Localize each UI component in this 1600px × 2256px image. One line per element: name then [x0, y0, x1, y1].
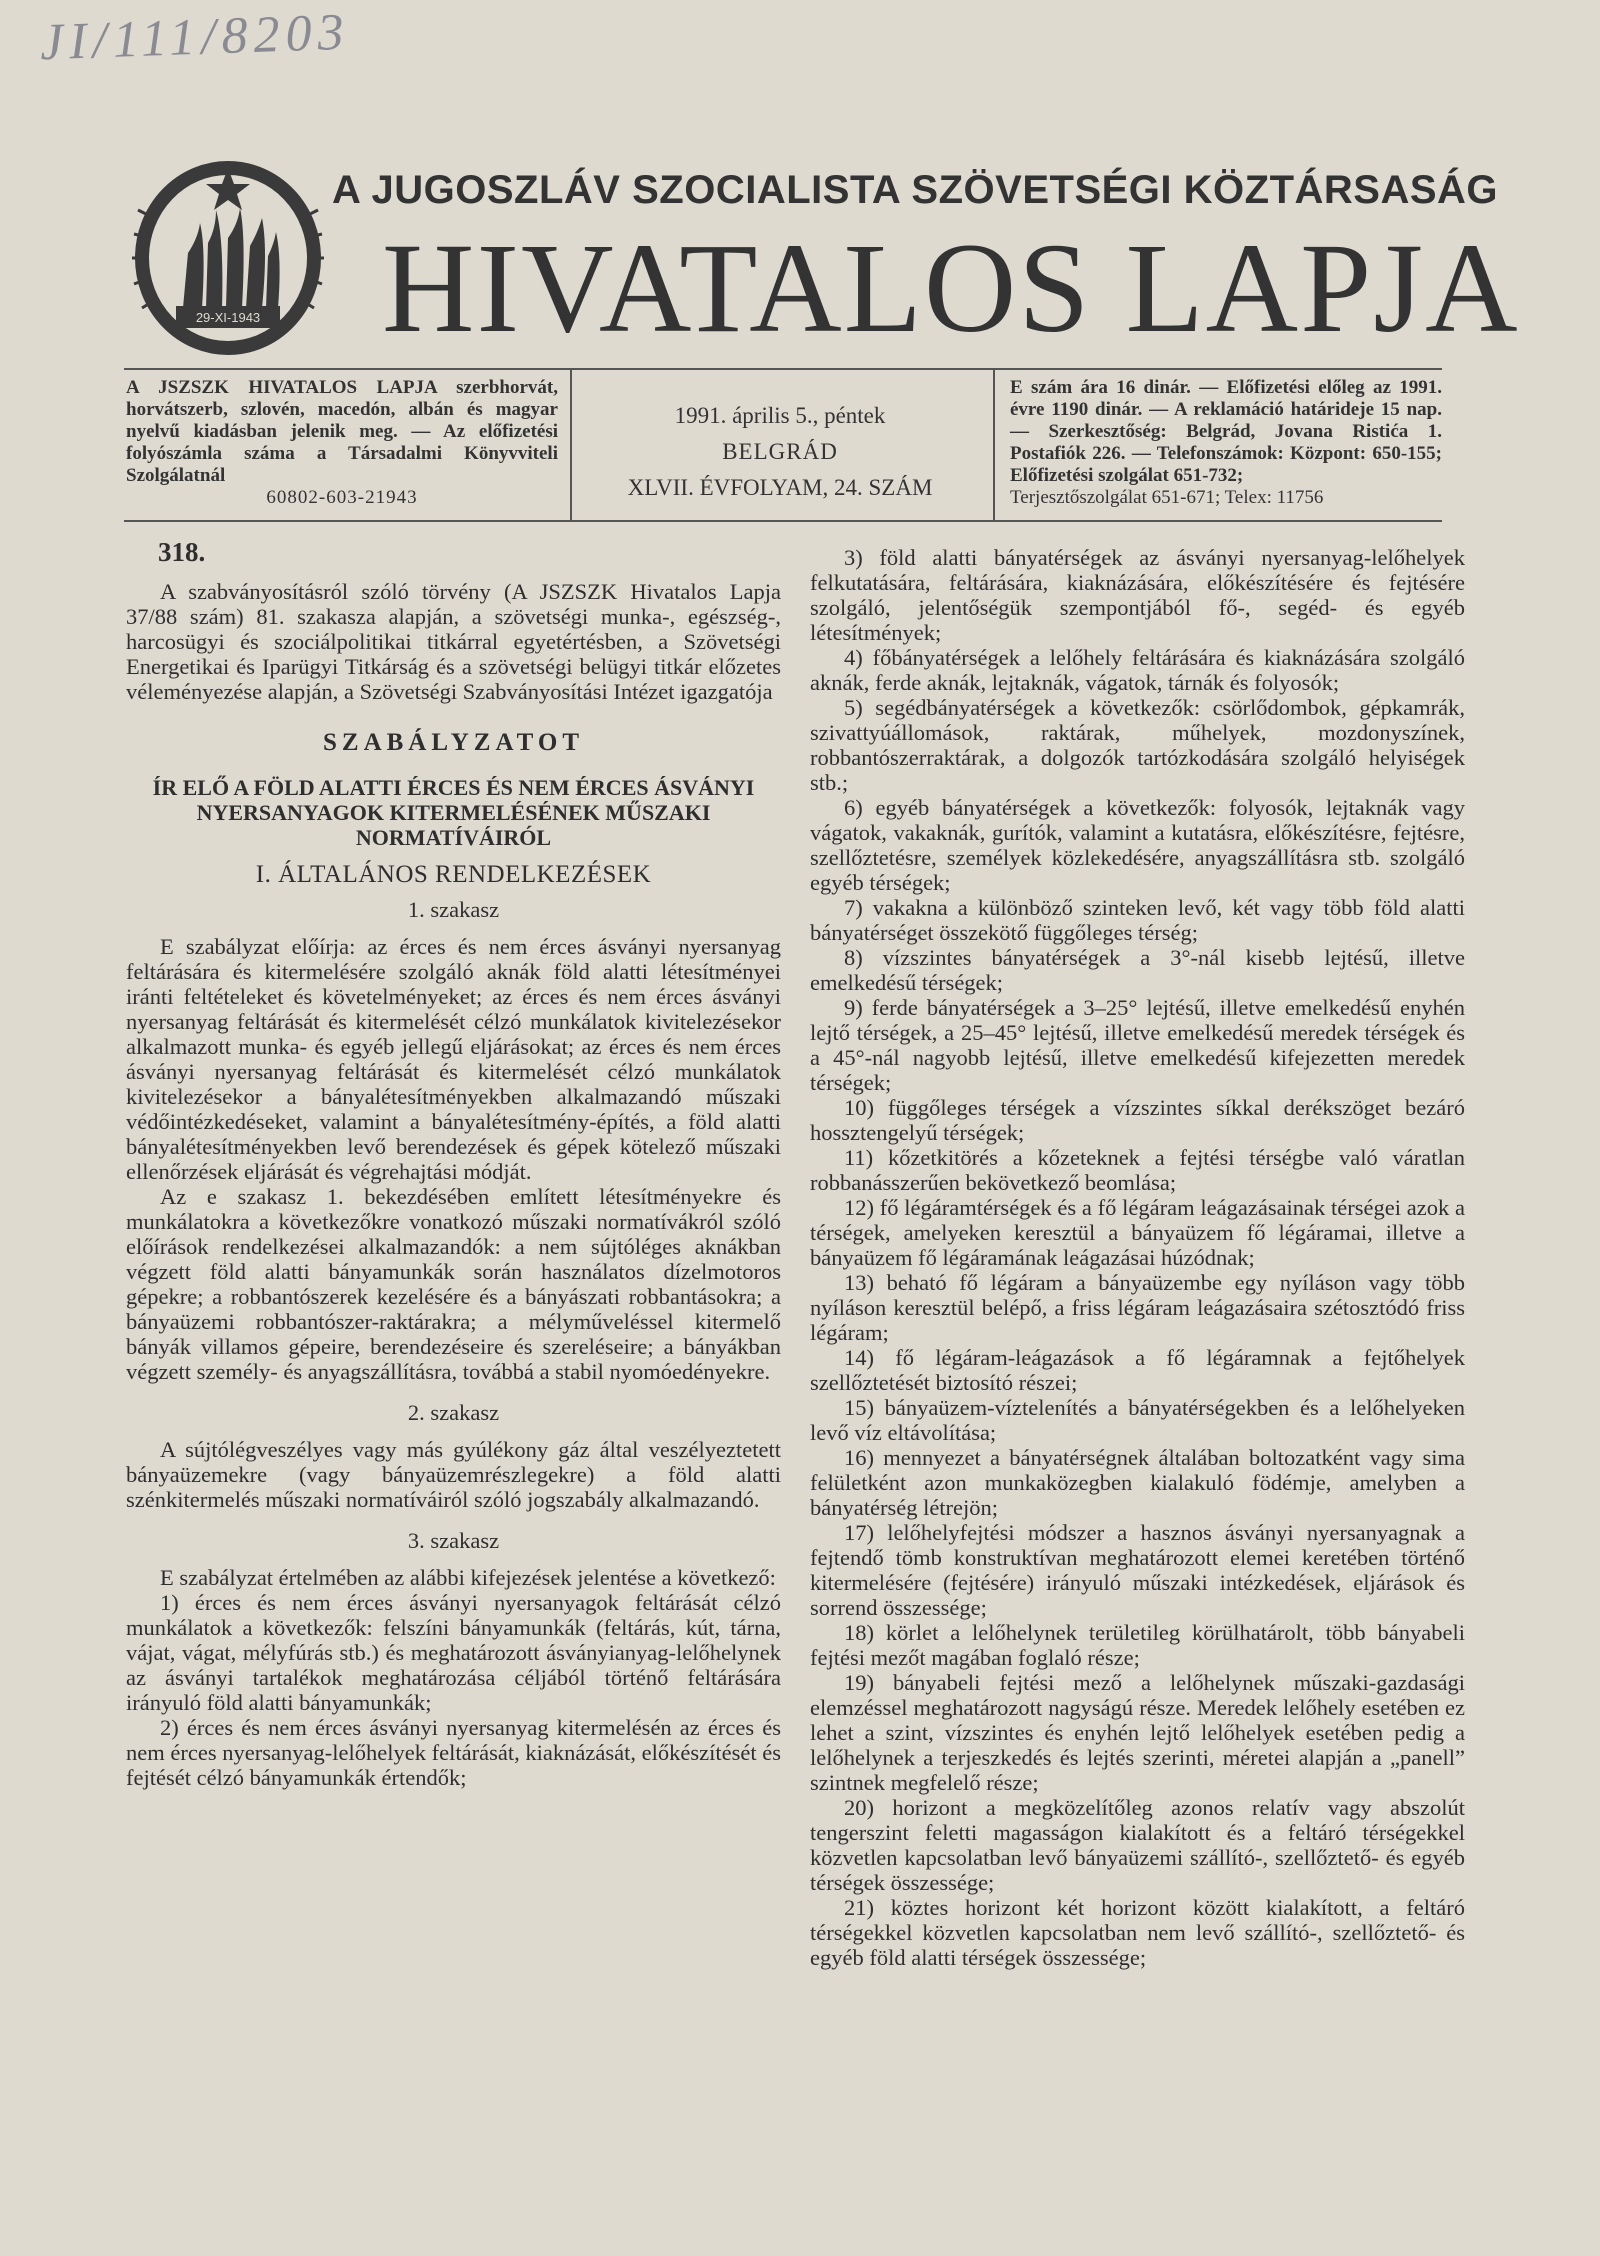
section-1-heading: 1. szakasz: [407, 897, 500, 922]
definition-item: 9) ferde bányatérségek a 3–25° lejtésű, illetve emelkedésű enyhén lejtő térségek, a 25–45° lejtésű, illetve emelkedésű meredek térségek és a 45°-nál nagyobb lejtésű, illetve emelkedésű kifejezetten meredek térségek;: [810, 995, 1465, 1095]
intro-paragraph: A szabványosításról szóló törvény (A JSZSZK Hivatalos Lapja 37/88 szám) 81. szakasza alapján, a szövetségi munka-, egészség-, harcosügyi és szociálpolitikai titkárral egyetértésben, a Szövetségi Energetikai és Iparügyi Titkárság és a szövetségi belügyi titkár előzetes véleményezése alapján, a Szövetségi Szabványosítási Intézet igazgatója: [126, 579, 781, 704]
masthead-subtitle: A JUGOSZLÁV SZOCIALISTA SZÖVETSÉGI KÖZTÁRSASÁG: [332, 168, 1499, 212]
definition-item: 6) egyéb bányatérségek a következők: folyosók, lejtaknák vagy vágatok, vakaknák, gurítók, valamint a kutatásra, előkészítésre, fejtésre, szellőztetésre, személyek közlekedésére, anyagszállításra stb. szolgáló egyéb térségek;: [810, 795, 1465, 895]
masthead-title: HIVATALOS LAPJA: [382, 217, 1520, 359]
info-divider-right: [993, 370, 995, 520]
definition-item: 5) segédbányatérségek a következők: csörlődombok, gépkamrák, szivattyúállomások, raktárak, műhelyek, mozdonyszínek, robbantószerraktárak, a dolgozók tartózkodására szolgáló helyiségek stb.;: [810, 695, 1465, 795]
definition-item: 20) horizont a megközelítőleg azonos relatív vagy abszolút tengerszint feletti magasságon kialakított és a feltáró térségekkel közvetlen kapcsolatban levő bányaüzemi szállító-, szellőztető- és egyéb térségek összessége;: [810, 1795, 1465, 1895]
definition-item: 10) függőleges térségek a vízszintes síkkal derékszöget bezáró hossztengelyű térségek;: [810, 1095, 1465, 1145]
definition-item: 4) főbányatérségek a lelőhely feltárására és kiaknázására szolgáló aknák, ferde aknák, lejtaknák, vágatok, tárnák és folyosók;: [810, 645, 1465, 695]
definition-item: 19) bányabeli fejtési mező a lelőhelynek műszaki-gazdasági elemzéssel meghatározott nagyságú része. Meredek lelőhely esetében ez lehet a szint, vízszintes és enyhén lejtő lelőhelyek esetében pedig a lelőhelynek a terjeszkedés és lejtés szerinti, méretei alapján a „panell” szintnek megfelelő része;: [810, 1670, 1465, 1795]
regulation-number: 318.: [158, 537, 206, 567]
definition-item: 18) körlet a lelőhelynek területileg körülhatárolt, több bányabeli fejtési mezőt magában foglaló része;: [810, 1620, 1465, 1670]
section-3-heading: 3. szakasz: [407, 1528, 500, 1553]
issue-date: 1991. április 5., péntek: [674, 403, 886, 428]
left-column: [126, 537, 781, 1790]
archive-stamp: JI/111/8203: [39, 3, 351, 72]
definition-item: 7) vakakna a különböző szinteken levő, két vagy több föld alatti bányatérséget összekötő függőleges térség;: [810, 895, 1465, 945]
section-3-item-2: 2) érces és nem érces ásványi nyersanyag kitermelésén az érces és nem érces nyersanyag-lelőhelyek feltárását, kiaknázását, előkészítését és fejtését célzó bányamunkák értendők;: [126, 1715, 781, 1790]
definition-item: 13) beható fő légáram a bányaüzembe egy nyíláson vagy több nyíláson keresztül belépő, a friss légáram leágazásaira szétosztódó friss légáram;: [810, 1270, 1465, 1345]
section-1-paragraph-2: Az e szakasz 1. bekezdésében említett létesítményekre és munkálatokra a következőkre vonatkozó műszaki normatívákról szóló előírások rendelkezései alkalmazandók: a nem sújtóléges aknákban végzett föld alatti bányamunkák során használatos dízelmotoros gépekre; a robbantószerek kezelésére és a bányászati robbantásokra; a bányaüzemi robbantószer-raktárakra; a mélyműveléssel kitermelő bányák villamos gépeire, berendezéseire és szereléseire; a bányákban végzett személy- és anyagszállításra, továbbá a stabil nyomóedényekre.: [126, 1184, 781, 1384]
header-divider: [124, 368, 1442, 370]
issue-city: BELGRÁD: [722, 439, 838, 464]
issue-volume: XLVII. ÉVFOLYAM, 24. SZÁM: [627, 475, 933, 500]
definition-item: 16) mennyezet a bányatérségnek általában boltozatként vagy sima felületként azon munkaközegben kialakuló födémje, amelyben a bányatérség létrejön;: [810, 1445, 1465, 1520]
issue-info: [580, 398, 980, 506]
definition-item: 15) bányaüzem-víztelenítés a bányatérségekben és a lelőhelyeken levő víz eltávolítása;: [810, 1395, 1465, 1445]
contact-telex: Terjesztőszolgálat 651-671; Telex: 11756: [1010, 487, 1324, 508]
emblem-date: 29-XI-1943: [195, 310, 261, 325]
state-emblem-icon: [128, 158, 328, 358]
definition-item: 17) lelőhelyfejtési módszer a hasznos ásványi nyersanyagnak a fejtendő tömb konstruktívan meghatározott elemei keretében történő kitermelésére (fejtésére) irányuló műszaki intézkedések, eljárások és sorrend összessége;: [810, 1520, 1465, 1620]
definition-item: 3) föld alatti bányatérségek az ásványi nyersanyag-lelőhelyek felkutatására, feltárására, kiaknázására, előkészítésére és fejtésére szolgáló, jelentőségük szempontjából fő-, segéd- és egyéb létesítmények;: [810, 545, 1465, 645]
publication-info: [126, 377, 558, 509]
definition-item: 11) kőzetkitörés a kőzeteknek a fejtési térségbe való váratlan robbanásszerűen bekövetkező beomlása;: [810, 1145, 1465, 1195]
account-number: 60802-603-21943: [266, 487, 418, 508]
info-divider-left: [570, 370, 572, 520]
definition-item: 14) fő légáram-leágazások a fő légáramnak a fejtőhelyek szellőztetését biztosító részei;: [810, 1345, 1465, 1395]
section-3-paragraph: E szabályzat értelmében az alábbi kifejezések jelentése a következő:: [160, 1565, 776, 1590]
definition-item: 12) fő légáramtérségek és a fő légáram leágazásainak térségei azok a térségek, amelyeken keresztül a bányaüzem fő légáramai, illetve a bányaüzem fő légáramának leágazásai húzódnak;: [810, 1195, 1465, 1270]
info-divider-bottom: [124, 520, 1442, 522]
right-column: [810, 545, 1465, 1970]
publication-info-text: A JSZSZK HIVATALOS LAPJA szerbhorvát, horvátszerb, szlovén, macedón, albán és magyar nyelvű kiadásban jelenik meg. — Az előfizetési folyószámla száma a Társadalmi Könyvviteli Szolgálatnál: [126, 377, 558, 486]
section-2-heading: 2. szakasz: [407, 1400, 500, 1425]
section-1-paragraph-1: E szabályzat előírja: az érces és nem érces ásványi nyersanyag feltárására és kitermelésére szolgáló aknák föld alatti létesítményei iránti feltételeket és követelményeket; az érces és nem érces ásványi nyersanyag feltárását és kitermelését célzó munkálatok kivitelezésekor alkalmazott munka- és egyéb jellegű eljárásokat; az érces és nem érces ásványi nyersanyag feltárását és kitermelését célzó munkálatok kivitelezésekor a bányalétesítményekben alkalmazandó műszaki védőintézkedéseket, valamint a bányalétesítmény-építés, a föld alatti bányalétesítményekben levő berendezések és gépek kötelező műszaki ellenőrzések eljárását és végrehajtási módját.: [126, 934, 781, 1184]
section-2-paragraph: A sújtólégveszélyes vagy más gyúlékony gáz által veszélyeztetett bányaüzemekre (vagy bányaüzemrészlegekre) a föld alatti szénkitermelés műszaki normatíváiról szóló jogszabály alkalmazandó.: [126, 1437, 781, 1512]
regulation-subtitle: ÍR ELŐ A FÖLD ALATTI ÉRCES ÉS NEM ÉRCES ÁSVÁNYI NYERSANYAGOK KITERMELÉSÉNEK MŰSZAKI NORMATÍVÁIRÓL: [152, 775, 755, 850]
section-3-item-1: 1) érces és nem érces ásványi nyersanyagok feltárását célzó munkálatok a következők: felszíni bányamunkák (feltárás, kút, tárna, vájat, vágat, mélyfúrás stb.) és meghatározott ásványianyag-lelőhelynek az ásványi tartalékok meghatározása céljából történő feltárására irányuló föld alatti bányamunkák;: [126, 1590, 781, 1715]
definition-item: 8) vízszintes bányatérségek a 3°-nál kisebb lejtésű, illetve emelkedésű térségek;: [810, 945, 1465, 995]
definition-item: 21) köztes horizont két horizont között kialakított, a feltáró térségekkel közvetlen kapcsolatban nem levő szállító-, szellőztető- és egyéb föld alatti térségek összessége;: [810, 1895, 1465, 1970]
regulation-title: SZABÁLYZATOT: [322, 729, 584, 756]
price-info-text: E szám ára 16 dinár. — Előfizetési előleg az 1991. évre 1190 dinár. — A reklamáció határideje 15 nap. — Szerkesztőség: Belgrád, Jovana Ristića 1. Postafiók 226. — Telefonszámok: Központ: 650-155; Előfizetési szolgálat 651-732;: [1010, 377, 1442, 486]
chapter-heading: I. ÁLTALÁNOS RENDELKEZÉSEK: [255, 861, 652, 888]
price-info: [1010, 377, 1442, 509]
